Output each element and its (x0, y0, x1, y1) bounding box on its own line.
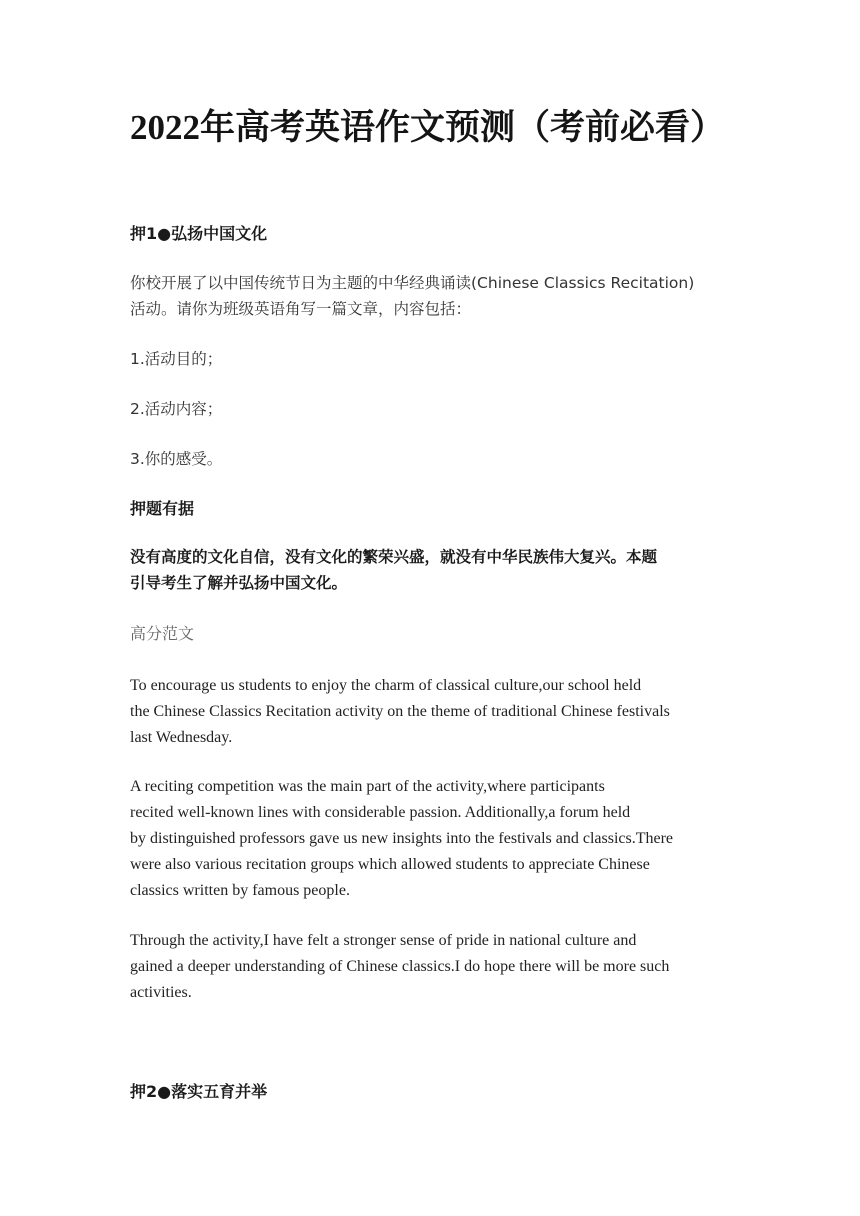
essay-line: classics written by famous people. (130, 882, 350, 899)
essay-paragraph-2 (130, 774, 673, 904)
essay-line: the Chinese Classics Recitation activity on the theme of traditional Chinese festivals (130, 703, 670, 720)
requirement-item: 2.活动内容； (130, 400, 223, 418)
essay-line: were also various recitation groups which allowed students to appreciate Chinese (130, 856, 650, 873)
essay-paragraph-3 (130, 928, 669, 1006)
basis-heading: 押题有据 (130, 499, 195, 518)
basis-paragraph (130, 544, 657, 596)
prompt-line: 你校开展了以中国传统节日为主题的中华经典诵读(Chinese Classics Recitation) (130, 274, 695, 292)
section-heading-2: 押2●落实五育并举 (130, 1082, 268, 1101)
essay-line: recited well-known lines with considerable passion. Additionally,a forum held (130, 804, 631, 821)
basis-line: 没有高度的文化自信，没有文化的繁荣兴盛，就没有中华民族伟大复兴。本题 (130, 548, 658, 566)
requirement-item: 1.活动目的； (130, 350, 223, 368)
essay-line: last Wednesday. (130, 729, 233, 746)
page-title: 2022年高考英语作文预测（考前必看） (130, 108, 726, 147)
essay-line: gained a deeper understanding of Chinese classics.I do hope there will be more such (130, 958, 670, 975)
sample-essay-label: 高分范文 (130, 624, 195, 643)
requirement-item: 3.你的感受。 (130, 450, 223, 468)
essay-paragraph-1 (130, 673, 670, 751)
essay-line: activities. (130, 984, 192, 1001)
prompt-line: 活动。请你为班级英语角写一篇文章，内容包括： (130, 300, 472, 318)
essay-line: Through the activity,I have felt a stronger sense of pride in national culture and (130, 932, 637, 949)
basis-line: 引导考生了解并弘扬中国文化。 (130, 574, 348, 592)
essay-line: A reciting competition was the main part of the activity,where participants (130, 778, 605, 795)
essay-line: by distinguished professors gave us new insights into the festivals and classics.There (130, 830, 674, 847)
prompt-paragraph (130, 270, 694, 322)
essay-line: To encourage us students to enjoy the charm of classical culture,our school held (130, 677, 642, 694)
section-heading-1: 押1●弘扬中国文化 (130, 224, 268, 243)
